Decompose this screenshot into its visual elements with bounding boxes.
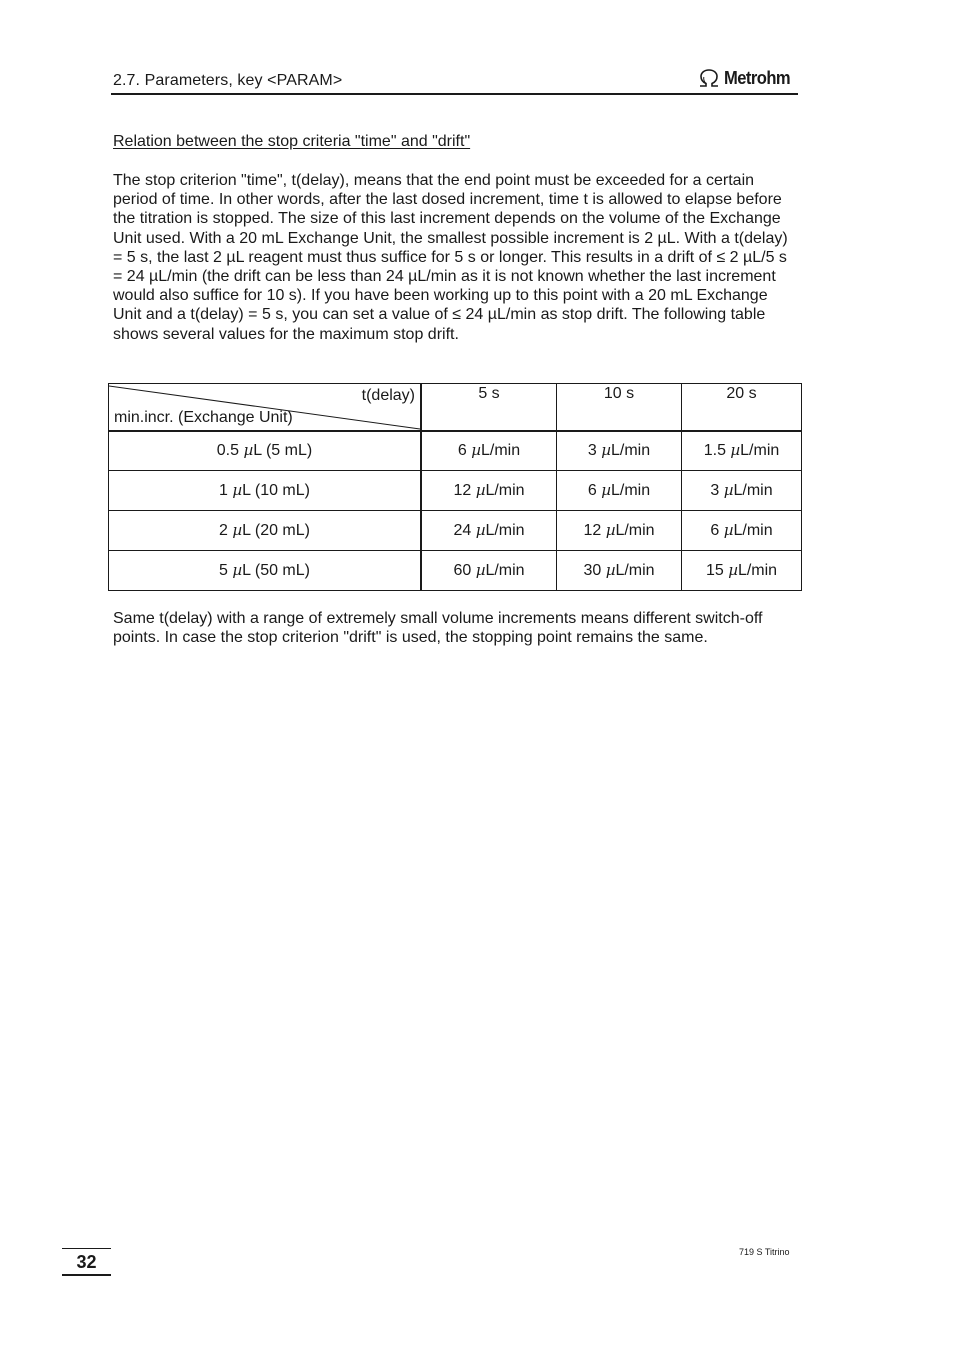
- table-cell: 30 µL/min: [583, 561, 655, 579]
- column-header: 10 s: [603, 385, 635, 402]
- section-title: Relation between the stop criteria "time" and "drift": [113, 133, 471, 150]
- paragraph-stop-criterion: The stop criterion "time", t(delay), means that the end point must be exceeded for a certain period of time. In other words, after the last dosed increment, time t is allowed to elapse before the titration is stopped. The size of this last increment depends on the volume of the Exchange Unit used. With a 20 mL Exchange Unit, the smallest possible increment is 2 µL. With a t(delay) = 5 s, the last 2 µL reagent must thus suffice for 5 s or longer. This results in a drift of ≤ 2 µL/5 s = 24 µL/min (the drift can be less than 24 µL/min as it is not known whether the last increment would also suffice for 10 s). If you have been working up to this point with a 20 mL Exchange Unit and a t(delay) = 5 s, you can set a value of ≤ 24 µL/min as stop drift. The following table shows several values for the maximum stop drift.: [113, 172, 788, 343]
- column-header: 5 s: [478, 385, 500, 402]
- table-cell: 3 µL/min: [710, 481, 773, 499]
- page-number-top-rule: [62, 1248, 111, 1249]
- table-cell: 6 µL/min: [587, 481, 651, 499]
- brand-name: Metrohm: [724, 67, 791, 88]
- table-cell: 60 µL/min: [453, 561, 525, 579]
- metrohm-logo: [697, 67, 796, 89]
- page-number: 32: [76, 1252, 97, 1272]
- header-rule: [111, 93, 798, 95]
- row-divider: [109, 510, 801, 511]
- table-cell: 12 µL/min: [583, 521, 655, 539]
- table-cell: 6 µL/min: [457, 441, 521, 459]
- column-header: 20 s: [726, 385, 757, 402]
- row-label: 0.5 µL (5 mL): [216, 441, 313, 459]
- table-cell: 24 µL/min: [453, 521, 525, 539]
- table-cell: 3 µL/min: [587, 441, 651, 459]
- product-name: 719 S Titrino: [739, 1247, 790, 1257]
- row-divider: [109, 470, 801, 471]
- running-header: 2.7. Parameters, key <PARAM>: [113, 72, 343, 89]
- table-cell: 1.5 µL/min: [703, 441, 780, 459]
- omega-icon: [697, 68, 721, 88]
- page-number-bottom-rule: [62, 1274, 111, 1276]
- stop-drift-table: [108, 383, 802, 591]
- row-label: 5 µL (50 mL): [219, 561, 310, 579]
- corner-header-min-incr: min.incr. (Exchange Unit): [114, 409, 293, 426]
- row-label: 1 µL (10 mL): [219, 481, 310, 499]
- table-cell: 12 µL/min: [453, 481, 525, 499]
- corner-header-tdelay: t(delay): [361, 387, 415, 404]
- header-row-divider: [109, 430, 801, 432]
- row-label: 2 µL (20 mL): [219, 521, 310, 539]
- table-cell: 6 µL/min: [710, 521, 773, 539]
- table-cell: 15 µL/min: [705, 561, 778, 579]
- row-divider: [109, 550, 801, 551]
- paragraph-switch-off-points: Same t(delay) with a range of extremely small volume increments means different switch-off points. In case the stop criterion "drift" is used, the stopping point remains the same.: [113, 610, 763, 647]
